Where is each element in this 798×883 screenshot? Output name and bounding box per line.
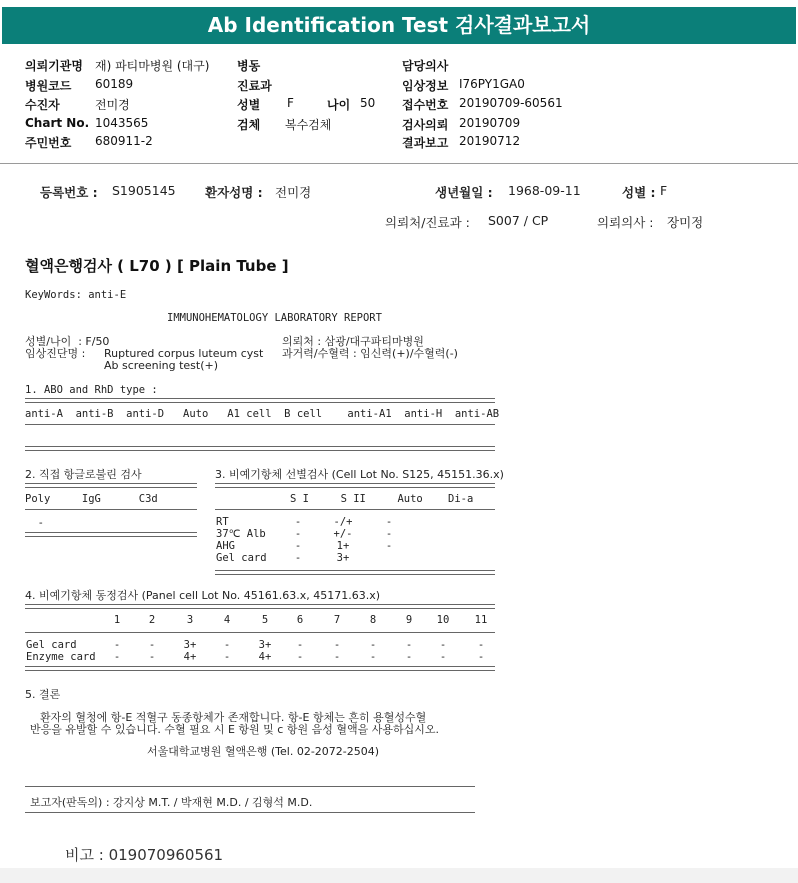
- age-value: 50: [360, 96, 376, 110]
- s4-col-header: 3: [186, 614, 194, 626]
- sex-age: 성별/나이 : F/50: [25, 335, 110, 348]
- resident-no-value: 680911-2: [95, 134, 153, 148]
- patient-name-value: 전미경: [275, 185, 312, 200]
- s3-row-auto: -: [385, 516, 393, 528]
- s4-col-header: 10: [436, 614, 450, 626]
- s4-row-name: Gel card: [26, 639, 77, 651]
- s4-cell: -: [477, 651, 485, 663]
- s1-title: 1. ABO and RhD type :: [25, 384, 158, 396]
- s3-row-auto: -: [385, 528, 393, 540]
- ref-doctor-value: 장미정: [667, 215, 704, 230]
- ward-label: 병동: [237, 59, 261, 73]
- referral: 의뢰처 : 삼광/대구파티마병원: [282, 335, 424, 348]
- conclusion-line-1: 환자의 혈청에 항-E 적혈구 동종항체가 존재합니다. 항-E 항체는 흔히 용혈성수혈: [40, 711, 427, 724]
- footer-note: 비고 : 019070960561: [65, 846, 224, 864]
- s4-col-header: 7: [333, 614, 341, 626]
- diagnosis-label: 임상진단명 :: [25, 347, 86, 360]
- request-date-value: 20190709: [459, 116, 521, 130]
- s3-row-si: -: [294, 528, 302, 540]
- s3-rule-top: [215, 483, 495, 488]
- reporter: 보고자(판독의) : 강지상 M.T. / 박재현 M.D. / 김형석 M.D.: [30, 796, 313, 809]
- section-title: 혈액은행검사 ( L70 ) [ Plain Tube ]: [25, 257, 289, 275]
- s4-cell: -: [223, 639, 231, 651]
- s4-cell: -: [113, 651, 121, 663]
- s4-cell: -: [223, 651, 231, 663]
- header-divider: [0, 163, 798, 164]
- s4-cell: -: [477, 639, 485, 651]
- s4-row-name: Enzyme card: [26, 651, 96, 663]
- patient-label: 수진자: [25, 98, 60, 112]
- s3-row-auto: -: [385, 540, 393, 552]
- s4-col-header: 4: [223, 614, 231, 626]
- reg-no-value: S1905145: [112, 183, 176, 198]
- s3-row-sii: -/+: [333, 516, 353, 528]
- s1-rule-top: [25, 398, 495, 403]
- s3-row-name: 37℃ Alb: [216, 528, 266, 540]
- s4-cell: -: [369, 651, 377, 663]
- conclusion-line-2: 반응을 유발할 수 있습니다. 수혈 필요 시 E 항원 및 c 항원 음성 혈액을 사용하십시오.: [30, 723, 439, 736]
- dept-value: S007 / CP: [488, 213, 549, 228]
- report-title: Ab Identification Test 검사결과보고서: [2, 7, 796, 44]
- chart-no-value: 1043565: [95, 116, 149, 130]
- s4-cell: -: [369, 639, 377, 651]
- s4-cell: 3+: [183, 639, 197, 651]
- dob-value: 1968-09-11: [508, 183, 581, 198]
- s4-cell: -: [148, 651, 156, 663]
- s3-row-name: Gel card: [216, 552, 267, 564]
- dob-label: 생년월일 :: [435, 185, 493, 200]
- s3-row-si: -: [294, 552, 302, 564]
- s4-cell: 3+: [258, 639, 272, 651]
- s5-title: 5. 결론: [25, 688, 61, 701]
- s1-rule-bottom: [25, 446, 495, 451]
- s4-col-header: 8: [369, 614, 377, 626]
- s4-cell: -: [439, 651, 447, 663]
- patient-name-label: 환자성명 :: [205, 185, 263, 200]
- specimen-value: 복수검체: [285, 118, 332, 132]
- s4-cell: -: [148, 639, 156, 651]
- s4-cell: -: [296, 651, 304, 663]
- s2-title: 2. 직접 항글로불린 검사: [25, 468, 142, 481]
- patient-value: 전미경: [95, 98, 130, 112]
- s4-col-header: 1: [113, 614, 121, 626]
- s4-cell: -: [113, 639, 121, 651]
- s3-row-sii: +/-: [333, 528, 353, 540]
- s3-title: 3. 비예기항체 선별검사 (Cell Lot No. S125, 45151.36.x): [215, 468, 504, 481]
- reporter-rule-top: [25, 786, 475, 787]
- s3-row-name: RT: [216, 516, 229, 528]
- reg-no-label: 등록번호 :: [40, 185, 98, 200]
- clinical-info-label: 임상정보: [402, 79, 449, 93]
- specimen-label: 검체: [237, 118, 261, 132]
- s4-title: 4. 비예기항체 동정검사 (Panel cell Lot No. 45161.63.x, 45171.63.x): [25, 589, 381, 602]
- request-date-label: 검사의뢰: [402, 118, 449, 132]
- department-label: 진료과: [237, 79, 272, 93]
- s4-cell: -: [333, 651, 341, 663]
- s4-rule-mid: [25, 632, 495, 633]
- resident-no-label: 주민번호: [25, 136, 72, 150]
- reporter-rule-bottom: [25, 812, 475, 813]
- receipt-no-label: 접수번호: [402, 98, 449, 112]
- s3-rule-mid: [215, 509, 495, 510]
- clinical-info-value: I76PY1GA0: [459, 77, 525, 91]
- s3-row-si: -: [294, 540, 302, 552]
- s4-cell: -: [333, 639, 341, 651]
- s2-values: -: [25, 517, 44, 529]
- s4-cell: 4+: [183, 651, 197, 663]
- receipt-no-value: 20190709-60561: [459, 96, 563, 110]
- s4-cell: -: [439, 639, 447, 651]
- s4-col-header: 2: [148, 614, 156, 626]
- report-date-label: 결과보고: [402, 136, 449, 150]
- hospital-label: 의뢰기관명: [25, 59, 83, 73]
- s4-rule-top: [25, 604, 495, 609]
- s4-cell: -: [296, 639, 304, 651]
- s4-col-header: 6: [296, 614, 304, 626]
- reg-sex-label: 성별 :: [622, 185, 656, 200]
- s4-cell: 4+: [258, 651, 272, 663]
- age-label: 나이: [327, 98, 351, 112]
- s2-headers: Poly IgG C3d: [25, 493, 158, 505]
- s2-rule-top: [25, 483, 197, 488]
- s4-col-header: 5: [261, 614, 269, 626]
- report-date-value: 20190712: [459, 134, 521, 148]
- s4-col-header: 11: [474, 614, 488, 626]
- transfusion-history: 과거력/수혈력 : 임신력(+)/수혈력(-): [282, 347, 458, 360]
- s3-row-sii: 3+: [336, 552, 350, 564]
- s2-rule-bottom: [25, 532, 197, 537]
- s3-row-name: AHG: [216, 540, 235, 552]
- chart-no-label: Chart No.: [25, 116, 90, 130]
- hospital-value: 재) 파티마병원 (대구): [95, 59, 210, 73]
- sex-value: F: [287, 96, 294, 110]
- hospital-code-value: 60189: [95, 77, 134, 91]
- s1-rule-mid: [25, 424, 495, 425]
- blood-bank: 서울대학교병원 혈액은행 (Tel. 02-2072-2504): [147, 745, 380, 758]
- reg-sex-value: F: [660, 183, 668, 198]
- dept-label: 의뢰처/진료과 :: [385, 215, 470, 230]
- sex-label: 성별: [237, 98, 261, 112]
- hospital-code-label: 병원코드: [25, 79, 72, 93]
- ref-doctor-label: 의뢰의사 :: [597, 215, 654, 230]
- doctor-label: 담당의사: [402, 59, 449, 73]
- s1-headers: anti-A anti-B anti-D Auto A1 cell B cell anti-A1 anti-H anti-AB: [25, 408, 500, 420]
- diagnosis-value-2: Ab screening test(+): [104, 359, 219, 372]
- s4-col-header: 9: [405, 614, 413, 626]
- s3-rule-bottom: [215, 570, 495, 575]
- s4-cell: -: [405, 639, 413, 651]
- s3-headers: S I S II Auto Di-a: [290, 493, 474, 505]
- s3-row-si: -: [294, 516, 302, 528]
- s4-rule-bottom: [25, 666, 495, 671]
- keywords: KeyWords: anti-E: [25, 289, 127, 301]
- s3-row-sii: 1+: [336, 540, 350, 552]
- diagnosis-value: Ruptured corpus luteum cyst: [104, 347, 264, 360]
- s4-cell: -: [405, 651, 413, 663]
- s2-rule-mid: [25, 509, 197, 510]
- lab-report-title: IMMUNOHEMATOLOGY LABORATORY REPORT: [167, 312, 382, 324]
